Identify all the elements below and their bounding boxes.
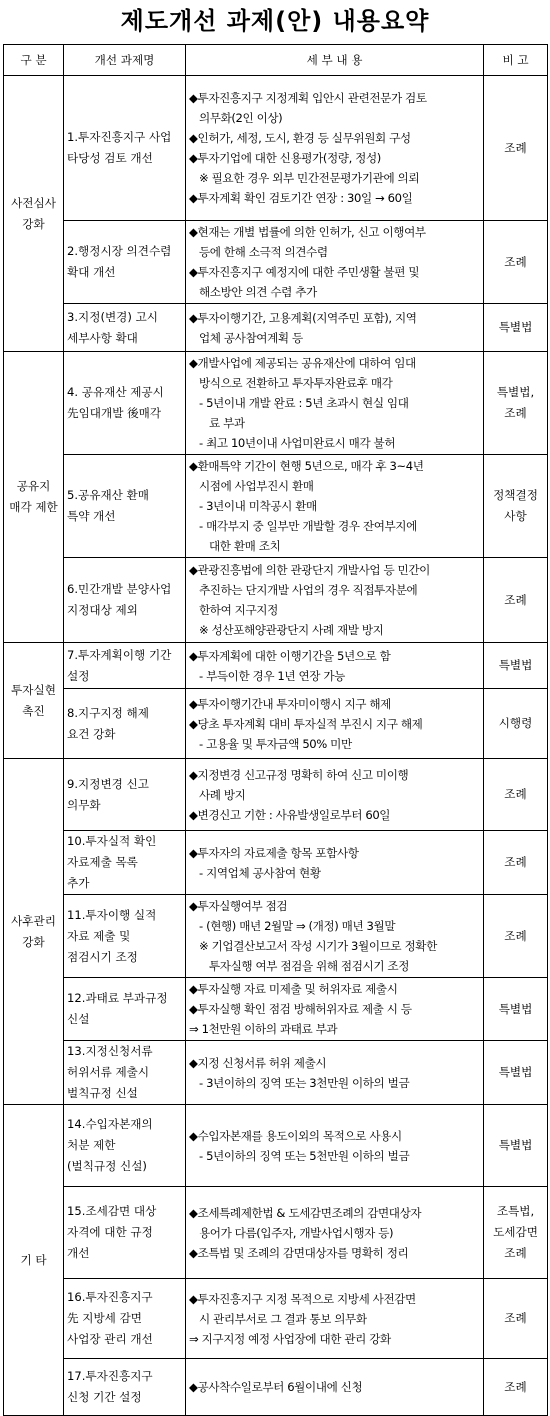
note-cell	[484, 558, 548, 643]
item-cell-line: 개선	[67, 1246, 90, 1260]
detail-cell-line: ◆인허가, 세정, 도시, 환경 등 실무위원회 구성	[189, 131, 411, 145]
detail-cell-line: 사례 방지	[199, 787, 246, 802]
detail-cell-line: ⇒ 지구지정 예정 사업장에 대한 관리 강화	[189, 1331, 391, 1346]
table-row	[4, 1359, 548, 1416]
item-cell-line: 4. 공유재산 제공시	[67, 385, 164, 399]
note-cell-line: 특별법	[498, 320, 533, 334]
item-cell-line: 점검시기 조정	[67, 949, 138, 964]
note-cell-line: 도세감면	[493, 1225, 538, 1239]
detail-cell-line: 투자실행 여부 점검을 위해 점검시기 조정	[209, 959, 410, 973]
item-cell-line: 5.공유재산 환매	[67, 488, 149, 502]
header-item: 개선 과제명	[64, 45, 186, 76]
item-cell	[64, 895, 186, 978]
detail-cell-line: ◆조세특례제한법 & 도세감면조례의 감면대상자	[189, 1205, 422, 1220]
detail-cell-line: - 매각부지 중 일부만 개발할 경우 잔여부지에	[199, 519, 417, 533]
detail-cell-line: ◆공사착수일로부터 6월이내에 신청	[189, 1380, 363, 1394]
detail-cell-line: - 3년이내 미착공시 환매	[199, 499, 317, 513]
detail-cell-line: ◆환매특약 기간이 현행 5년으로, 매각 후 3~4년	[189, 459, 424, 473]
item-cell-line: 벌칙규정 신설	[67, 1086, 138, 1100]
item-cell	[64, 558, 186, 643]
note-cell-line: 조례	[504, 592, 527, 607]
table-row	[4, 978, 548, 1041]
note-cell-line: 정책결정	[493, 488, 538, 502]
table-row	[4, 1187, 548, 1279]
detail-cell-line: ◆투자계획 확인 검토기간 연장 : 30일 → 60일	[189, 191, 413, 205]
detail-cell-line: 대한 환매 조치	[209, 539, 281, 553]
note-cell-line: 특별법,	[496, 385, 535, 399]
table-row	[4, 831, 548, 895]
note-cell-line: 조례	[504, 787, 527, 801]
detail-cell-line: ◆투자실행여부 점검	[189, 899, 288, 913]
category-cell-line: 공유지	[16, 479, 51, 493]
item-cell-line: 자료 제출 및	[67, 928, 131, 943]
note-cell-line: 조례	[504, 254, 527, 269]
item-cell-line: 설정	[67, 668, 90, 683]
detail-cell-line: ◆투자진흥지구 지정 목적으로 지방세 사전감면	[189, 1291, 416, 1306]
item-cell-line: 先 지방세 감면	[67, 1311, 142, 1325]
category-cell-line: 기 타	[20, 1252, 47, 1267]
item-cell-line: 6.민간개발 분양사업	[67, 582, 172, 596]
table-row	[4, 895, 548, 978]
detail-cell	[186, 689, 484, 759]
item-cell-line: 11.투자이행 실적	[67, 907, 157, 922]
note-cell	[484, 689, 548, 759]
item-cell-line: 지정대상 제외	[67, 603, 138, 617]
note-cell-line: 조례	[504, 140, 527, 155]
detail-cell-line: ◆투자실행 확인 점검 방해허위자료 제출 시 등	[189, 1002, 412, 1016]
detail-cell	[186, 1187, 484, 1279]
table-row	[4, 221, 548, 304]
detail-cell	[186, 352, 484, 455]
item-cell-line: 처분 제한	[67, 1138, 116, 1152]
detail-cell-line: - 3년이하의 징역 또는 3천만원 이하의 벌금	[199, 1075, 410, 1090]
detail-cell-line: 의무화(2인 이상)	[199, 111, 283, 125]
item-cell-line: 추가	[67, 876, 90, 890]
category-cell-line: 사전심사	[11, 195, 56, 210]
summary-table	[3, 44, 548, 1416]
detail-cell-line: - (현행) 매년 2월말 ⇒ (개정) 매년 3월말	[199, 919, 396, 933]
table-row	[4, 352, 548, 455]
detail-cell-line: - 지역업체 공사참여 현황	[199, 865, 321, 880]
note-cell-line: 조례	[504, 1379, 527, 1394]
note-cell	[484, 759, 548, 831]
note-cell	[484, 1359, 548, 1416]
item-cell	[64, 978, 186, 1041]
detail-cell	[186, 831, 484, 895]
item-cell	[64, 1041, 186, 1105]
note-cell	[484, 1105, 548, 1187]
category-cell	[4, 76, 64, 352]
note-cell-line: 조례	[504, 1246, 527, 1260]
header-category: 구 분	[4, 45, 64, 76]
item-cell	[64, 1187, 186, 1279]
category-cell-line: 촉진	[22, 703, 45, 718]
item-cell-line: 요건 강화	[67, 726, 116, 741]
item-cell-line: 타당성 검토 개선	[67, 151, 153, 165]
item-cell	[64, 643, 186, 689]
detail-cell-line: 해소방안 의견 수렴 추가	[199, 285, 317, 299]
table-row	[4, 1105, 548, 1187]
item-cell-line: 10.투자실적 확인	[67, 834, 157, 848]
detail-cell	[186, 76, 484, 221]
detail-cell-line: ◆투자이행기간내 투자미이행시 지구 해제	[189, 696, 391, 711]
category-cell	[4, 1105, 64, 1416]
note-cell-line: 특별법	[498, 1138, 533, 1152]
item-cell-line: 3.지정(변경) 고시	[67, 309, 158, 324]
item-cell-line: 先임대개발 後매각	[67, 406, 162, 420]
item-cell	[64, 76, 186, 221]
item-cell	[64, 221, 186, 304]
item-cell-line: 8.지구지정 해제	[67, 705, 149, 720]
note-cell-line: 사항	[504, 509, 527, 523]
detail-cell	[186, 978, 484, 1041]
detail-cell-line: 업체 공사참여계획 등	[199, 330, 303, 345]
detail-cell-line: 한하여 지구지정	[199, 603, 278, 617]
detail-cell-line: ◆투자진흥지구 지정계획 입안시 관련전문가 검토	[189, 91, 427, 105]
table-body	[4, 76, 548, 1416]
category-cell-line: 매각 제한	[9, 500, 58, 514]
note-cell-line: 조례	[504, 406, 527, 420]
item-cell-line: 사업장 관리 개선	[67, 1332, 153, 1346]
detail-cell-line: ◆투자실행 자료 미제출 및 허위자료 제출시	[189, 982, 398, 996]
category-cell	[4, 643, 64, 759]
note-cell-line: 조례	[504, 1311, 527, 1325]
detail-cell-line: ◆수입자본재를 용도이외의 목적으로 사용시	[189, 1128, 402, 1143]
detail-cell-line: ◆지정 신청서류 허위 제출시	[189, 1055, 327, 1070]
detail-cell	[186, 643, 484, 689]
detail-cell-line: 등에 한해 소극적 의견수렴	[199, 245, 328, 259]
table-row	[4, 1279, 548, 1359]
table-row	[4, 76, 548, 221]
note-cell	[484, 221, 548, 304]
item-cell-line: 12.과태료 부과규정	[67, 991, 168, 1005]
detail-cell-line: 용어가 다름(입주자, 개발사업시행자 등)	[199, 1225, 394, 1240]
header-row	[4, 45, 548, 76]
item-cell	[64, 759, 186, 831]
item-cell-line: 허위서류 제출시	[67, 1065, 150, 1079]
detail-cell-line: ※ 필요한 경우 외부 민간전문평가기관에 의뢰	[199, 171, 420, 185]
note-cell	[484, 895, 548, 978]
item-cell-line: 14.수입자본재의	[67, 1117, 153, 1131]
note-cell	[484, 1187, 548, 1279]
detail-cell	[186, 1105, 484, 1187]
item-cell-line: 의무화	[67, 797, 101, 812]
detail-cell-line: ※ 성산포해양관광단지 사례 재발 방지	[199, 623, 384, 637]
item-cell-line: 1.투자진흥지구 사업	[67, 130, 172, 144]
item-cell-line: 16.투자진흥지구	[67, 1290, 153, 1304]
detail-cell-line: ◆투자이행기간, 고용계획(지역주민 포함), 지역	[189, 310, 417, 325]
item-cell	[64, 831, 186, 895]
page-title: 제도개선 과제(안) 내용요약	[120, 7, 430, 35]
detail-cell	[186, 221, 484, 304]
note-cell-line: 특별법	[498, 1065, 533, 1079]
detail-cell	[186, 1359, 484, 1416]
item-cell-line: (벌칙규정 신설)	[67, 1159, 147, 1173]
note-cell-line: 조특법,	[496, 1204, 535, 1218]
detail-cell-line: ◆변경신고 기한 : 사유발생일로부터 60일	[189, 807, 391, 822]
detail-cell	[186, 1041, 484, 1105]
note-cell	[484, 831, 548, 895]
detail-cell	[186, 304, 484, 352]
category-cell-line: 투자실현	[11, 682, 56, 697]
detail-cell-line: ◆투자자의 자료제출 항목 포함사항	[189, 845, 359, 860]
detail-cell-line: 료 부과	[209, 416, 245, 430]
category-cell	[4, 759, 64, 1105]
table-row	[4, 759, 548, 831]
detail-cell-line: ◆당초 투자계획 대비 투자실적 부진시 지구 해제	[189, 716, 423, 731]
item-cell-line: 세부사항 확대	[67, 330, 138, 345]
note-cell	[484, 76, 548, 221]
note-cell	[484, 643, 548, 689]
item-cell	[64, 455, 186, 558]
detail-cell	[186, 759, 484, 831]
detail-cell-line: ◆투자계획에 대한 이행기간을 5년으로 함	[189, 648, 391, 663]
item-cell-line: 확대 개선	[67, 265, 116, 279]
detail-cell-line: ※ 기업결산보고서 작성 시기가 3월이므로 정확한	[199, 939, 437, 953]
table-row	[4, 558, 548, 643]
item-cell	[64, 352, 186, 455]
table-row	[4, 689, 548, 759]
category-cell-line: 강화	[22, 216, 45, 231]
header-note: 비 고	[484, 45, 548, 76]
item-cell-line: 15.조세감면 대상	[67, 1204, 157, 1218]
detail-cell-line: ⇒ 1천만원 이하의 과태료 부과	[189, 1022, 338, 1036]
item-cell	[64, 689, 186, 759]
item-cell	[64, 1105, 186, 1187]
detail-cell	[186, 895, 484, 978]
detail-cell-line: ◆지정변경 신고규정 명확히 하여 신고 미이행	[189, 767, 409, 782]
detail-cell	[186, 1279, 484, 1359]
note-cell-line: 조례	[504, 928, 527, 943]
detail-cell-line: - 최고 10년이내 사업미완료시 매각 불허	[199, 436, 396, 450]
detail-cell-line: ◆현재는 개별 법률에 의한 인허가, 신고 이행여부	[189, 225, 426, 239]
detail-cell-line: ◆개발사업에 제공되는 공유재산에 대하여 임대	[189, 356, 416, 370]
category-cell-line: 강화	[22, 934, 45, 949]
table-row	[4, 643, 548, 689]
note-cell-line: 특별법	[498, 658, 533, 672]
note-cell	[484, 978, 548, 1041]
header-detail: 세 부 내 용	[186, 45, 484, 76]
item-cell-line: 7.투자계획이행 기간	[67, 647, 172, 662]
item-cell	[64, 304, 186, 352]
note-cell	[484, 1041, 548, 1105]
detail-cell-line: - 5년이하의 징역 또는 5천만원 이하의 벌금	[199, 1148, 410, 1163]
category-cell-line: 사후관리	[11, 913, 56, 928]
note-cell	[484, 1279, 548, 1359]
item-cell-line: 9.지정변경 신고	[67, 776, 149, 791]
item-cell-line: 특약 개선	[67, 509, 116, 523]
table-row	[4, 1041, 548, 1105]
item-cell-line: 자격에 대한 규정	[67, 1225, 153, 1239]
item-cell-line: 17.투자진흥지구	[67, 1369, 153, 1383]
item-cell	[64, 1279, 186, 1359]
detail-cell-line: ◆투자진흥지구 예정지에 대한 주민생활 불편 및	[189, 265, 420, 279]
detail-cell-line: 시 관리부서로 그 결과 통보 의무화	[199, 1311, 367, 1326]
note-cell	[484, 352, 548, 455]
item-cell-line: 신청 기간 설정	[67, 1390, 142, 1404]
detail-cell-line: - 고용율 및 투자금액 50% 미만	[199, 736, 352, 751]
note-cell-line: 조례	[504, 855, 527, 869]
table-row	[4, 455, 548, 558]
detail-cell-line: ◆조특법 및 조례의 감면대상자를 명확히 정리	[189, 1245, 409, 1260]
note-cell-line: 특별법	[498, 1001, 533, 1016]
table-row	[4, 304, 548, 352]
detail-cell-line: - 5년이내 개발 완료 : 5년 초과시 현실 임대	[199, 396, 409, 410]
detail-cell-line: - 부득이한 경우 1년 연장 가능	[199, 668, 345, 683]
item-cell-line: 2.행정시장 의견수렴	[67, 244, 172, 258]
detail-cell-line: ◆투자기업에 대한 신용평가(정량, 정성)	[189, 151, 381, 165]
note-cell	[484, 455, 548, 558]
detail-cell-line: ◆관광진흥법에 의한 관광단지 개발사업 등 민간이	[189, 563, 430, 577]
category-cell	[4, 352, 64, 643]
item-cell-line: 자료제출 목록	[67, 855, 138, 869]
detail-cell	[186, 558, 484, 643]
note-cell	[484, 304, 548, 352]
item-cell	[64, 1359, 186, 1416]
detail-cell	[186, 455, 484, 558]
detail-cell-line: 추진하는 단지개발 사업의 경우 직접투자분에	[199, 583, 418, 597]
item-cell-line: 13.지정신청서류	[67, 1044, 153, 1058]
note-cell-line: 시행령	[498, 716, 533, 730]
item-cell-line: 신설	[67, 1012, 90, 1026]
detail-cell-line: 방식으로 전환하고 투자투자완료후 매각	[199, 376, 393, 390]
detail-cell-line: 시점에 사업부진시 환매	[199, 479, 314, 493]
